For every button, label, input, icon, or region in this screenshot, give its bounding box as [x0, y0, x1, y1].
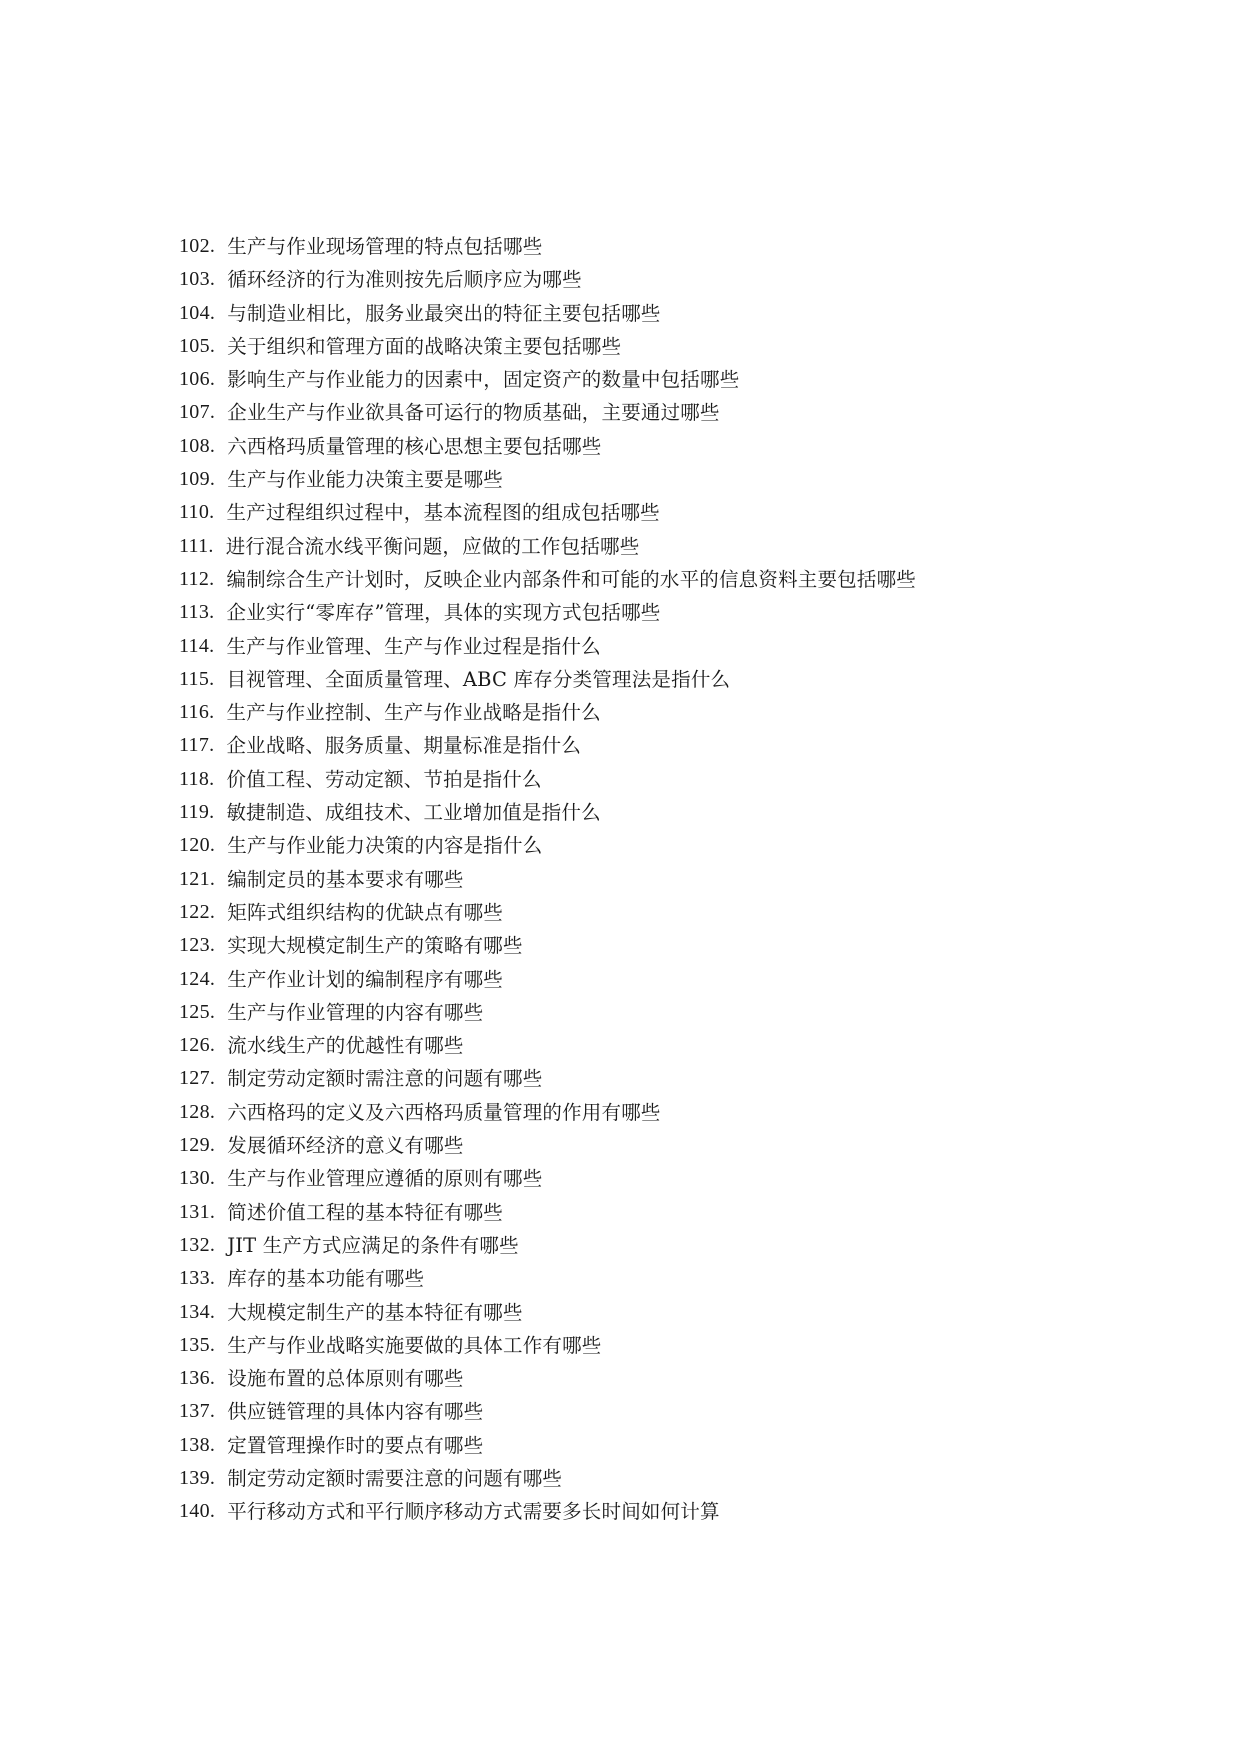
question-number: 109.	[179, 468, 216, 491]
question-number: 133.	[179, 1267, 216, 1290]
question-text: 价值工程、劳动定额、节拍是指什么	[226, 767, 542, 791]
question-text: 六西格玛质量管理的核心思想主要包括哪些	[227, 434, 602, 458]
question-number: 138.	[179, 1433, 216, 1456]
question-item	[179, 696, 1179, 729]
question-number: 119.	[179, 801, 215, 824]
question-text: 流水线生产的优越性有哪些	[227, 1034, 464, 1058]
question-text: 企业战略、服务质量、期量标准是指什么	[226, 734, 582, 758]
question-text: 生产与作业控制、生产与作业战略是指什么	[226, 701, 601, 725]
question-text: 矩阵式组织结构的优缺点有哪些	[227, 900, 504, 924]
question-text: 企业实行“零库存”管理，具体的实现方式包括哪些	[226, 601, 661, 625]
question-item	[179, 496, 1179, 529]
question-text: 制定劳动定额时需要注意的问题有哪些	[227, 1466, 563, 1490]
question-text: 定置管理操作时的要点有哪些	[227, 1433, 484, 1457]
question-text: 大规模定制生产的基本特征有哪些	[227, 1300, 523, 1324]
question-number: 114.	[179, 634, 215, 657]
question-number: 139.	[179, 1466, 216, 1489]
question-item	[179, 263, 1179, 296]
question-item	[179, 430, 1179, 463]
question-number: 125.	[179, 1000, 216, 1023]
question-text: 生产与作业能力决策的内容是指什么	[227, 834, 543, 858]
question-text: 供应链管理的具体内容有哪些	[227, 1400, 484, 1424]
question-item	[179, 729, 1179, 762]
question-number: 120.	[179, 834, 216, 857]
question-number: 113.	[179, 601, 215, 624]
question-number: 127.	[179, 1067, 216, 1090]
question-number: 129.	[179, 1134, 216, 1157]
question-number: 104.	[179, 301, 216, 324]
question-text: 设施布置的总体原则有哪些	[227, 1367, 464, 1391]
question-number: 130.	[179, 1167, 216, 1190]
question-number: 136.	[179, 1367, 216, 1390]
question-number: 106.	[179, 368, 216, 391]
question-text: 制定劳动定额时需注意的问题有哪些	[227, 1067, 543, 1091]
question-text: 影响生产与作业能力的因素中，固定资产的数量中包括哪些	[227, 368, 740, 392]
question-item	[179, 297, 1179, 330]
question-number: 131.	[179, 1200, 216, 1223]
question-number: 111.	[179, 534, 214, 557]
question-list	[179, 230, 1179, 1529]
question-text: 库存的基本功能有哪些	[227, 1267, 425, 1291]
question-number: 124.	[179, 967, 216, 990]
question-item	[179, 896, 1179, 929]
question-item	[179, 463, 1179, 496]
question-text: JIT 生产方式应满足的条件有哪些	[227, 1233, 519, 1257]
question-text: 六西格玛的定义及六西格玛质量管理的作用有哪些	[227, 1100, 661, 1124]
question-number: 110.	[179, 501, 215, 524]
question-number: 134.	[179, 1300, 216, 1323]
question-item	[179, 1329, 1179, 1362]
question-number: 126.	[179, 1034, 216, 1057]
question-text: 企业生产与作业欲具备可运行的物质基础，主要通过哪些	[227, 401, 720, 425]
question-text: 生产与作业能力决策主要是哪些	[227, 468, 504, 492]
question-text: 编制综合生产计划时，反映企业内部条件和可能的水平的信息资料主要包括哪些	[226, 567, 916, 591]
question-item	[179, 1162, 1179, 1195]
question-item	[179, 1495, 1179, 1528]
question-number: 137.	[179, 1400, 216, 1423]
question-item	[179, 929, 1179, 962]
question-item	[179, 1229, 1179, 1262]
question-text: 生产作业计划的编制程序有哪些	[227, 967, 504, 991]
question-text: 生产与作业管理的内容有哪些	[227, 1000, 484, 1024]
question-text: 敏捷制造、成组技术、工业增加值是指什么	[226, 801, 601, 825]
question-item	[179, 963, 1179, 996]
question-number: 132.	[179, 1233, 216, 1256]
question-number: 135.	[179, 1333, 216, 1356]
question-text: 实现大规模定制生产的策略有哪些	[227, 934, 523, 958]
question-item	[179, 763, 1179, 796]
question-text: 循环经济的行为准则按先后顺序应为哪些	[227, 268, 582, 292]
question-text: 生产与作业现场管理的特点包括哪些	[227, 235, 543, 258]
question-number: 140.	[179, 1500, 216, 1523]
question-text: 生产与作业战略实施要做的具体工作有哪些	[227, 1333, 602, 1357]
question-item	[179, 863, 1179, 896]
question-item	[179, 1196, 1179, 1229]
question-number: 107.	[179, 401, 216, 424]
question-text: 目视管理、全面质量管理、ABC 库存分类管理法是指什么	[226, 667, 731, 691]
question-number: 123.	[179, 934, 216, 957]
question-number: 116.	[179, 701, 215, 724]
question-number: 122.	[179, 900, 216, 923]
question-item	[179, 596, 1179, 629]
question-text: 平行移动方式和平行顺序移动方式需要多长时间如何计算	[227, 1500, 720, 1524]
question-item	[179, 663, 1179, 696]
question-text: 生产与作业管理应遵循的原则有哪些	[227, 1167, 543, 1191]
question-number: 117.	[179, 734, 215, 757]
question-number: 121.	[179, 867, 216, 890]
question-number: 115.	[179, 667, 215, 690]
question-item	[179, 1062, 1179, 1095]
question-item	[179, 363, 1179, 396]
question-item	[179, 530, 1179, 563]
question-item	[179, 829, 1179, 862]
question-number: 105.	[179, 334, 216, 357]
question-item	[179, 1096, 1179, 1129]
question-text: 关于组织和管理方面的战略决策主要包括哪些	[227, 334, 622, 358]
question-text: 简述价值工程的基本特征有哪些	[227, 1200, 504, 1224]
question-item	[179, 1129, 1179, 1162]
question-number: 128.	[179, 1100, 216, 1123]
question-text: 与制造业相比，服务业最突出的特征主要包括哪些	[227, 301, 661, 325]
question-item	[179, 230, 1179, 263]
question-text: 生产与作业管理、生产与作业过程是指什么	[226, 634, 601, 658]
question-item	[179, 563, 1179, 596]
question-item	[179, 396, 1179, 429]
question-item	[179, 1362, 1179, 1395]
question-item	[179, 1029, 1179, 1062]
question-text: 进行混合流水线平衡问题，应做的工作包括哪些	[225, 534, 640, 558]
question-number: 102.	[179, 235, 216, 257]
question-item	[179, 630, 1179, 663]
question-item	[179, 330, 1179, 363]
question-number: 103.	[179, 268, 216, 291]
question-item	[179, 1429, 1179, 1462]
question-text: 生产过程组织过程中，基本流程图的组成包括哪些	[226, 501, 660, 525]
question-item	[179, 996, 1179, 1029]
question-number: 118.	[179, 767, 215, 790]
question-item	[179, 1262, 1179, 1295]
question-item	[179, 1296, 1179, 1329]
question-number: 112.	[179, 567, 215, 590]
question-number: 108.	[179, 434, 216, 457]
question-item	[179, 1462, 1179, 1495]
question-item	[179, 1395, 1179, 1428]
question-text: 发展循环经济的意义有哪些	[227, 1134, 464, 1158]
question-text: 编制定员的基本要求有哪些	[227, 867, 464, 891]
question-item	[179, 796, 1179, 829]
